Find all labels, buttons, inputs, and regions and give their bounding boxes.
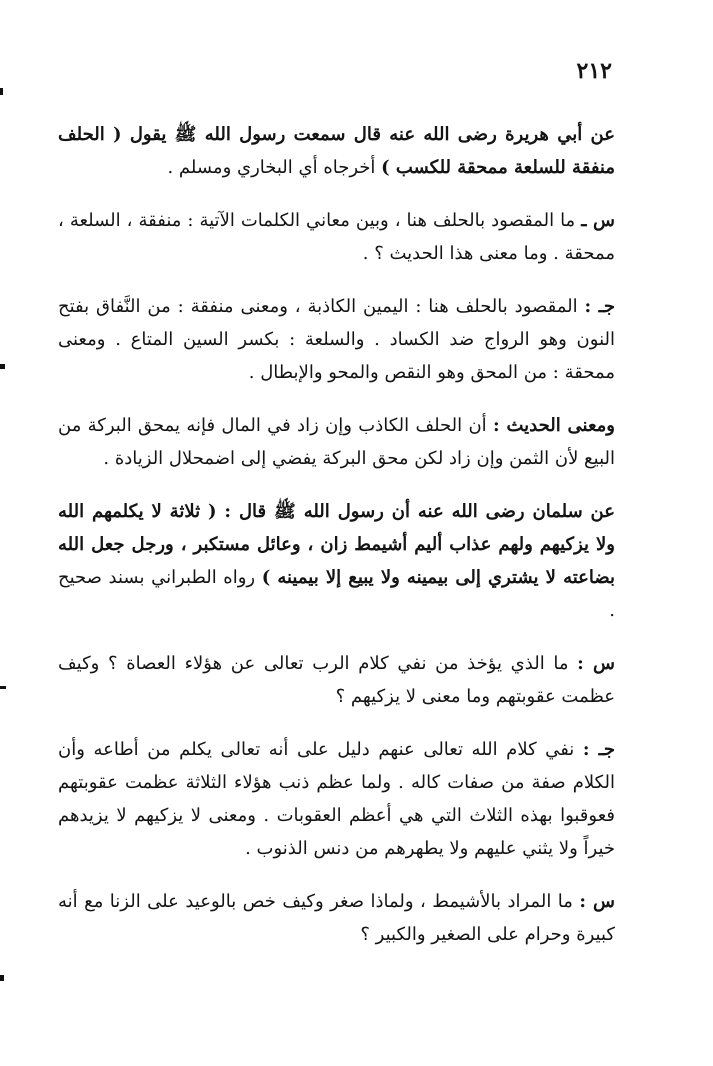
answer-marker: جـ : (582, 739, 615, 760)
scan-mark (0, 686, 6, 689)
paragraph-hadith-2 (58, 495, 615, 627)
body-text: المقصود بالحلف هنا : اليمين الكاذبة ، ومعنى منفقة : من النَّفاق بفتح النون وهو الرواج ضد الكساد . والسلعة : بكسر السين المتاع . ومعنى ممحقة : من المحق وهو النقص والمحو والإبطال . (58, 296, 615, 383)
body-text: ما المقصود بالحلف هنا ، وبين معاني الكلمات الآتية : منفقة ، السلعة ، ممحقة . وما معنى هذا الحديث ؟ . (58, 210, 615, 264)
paragraph-hadith-1 (58, 118, 615, 184)
paragraph-question-2 (58, 647, 615, 713)
body-text: ما المراد بالأشيمط ، ولماذا صغر وكيف خص بالوعيد على الزنا مع أنه كبيرة وحرام على الصغير والكبير ؟ (58, 891, 615, 945)
paragraph-question-3 (58, 885, 615, 951)
scan-mark (0, 364, 5, 369)
page-text (58, 118, 615, 951)
body-text: رواه الطبراني بسند صحيح . (58, 567, 615, 621)
scan-mark (0, 975, 4, 981)
question-marker: س : (577, 653, 615, 674)
question-marker: س : (579, 891, 615, 912)
bold-text: ومعنى الحديث : (492, 415, 615, 436)
scan-mark (0, 88, 3, 95)
bold-text: عن سلمان رضى الله عنه أن رسول الله ﷺ قال : ( ثلاثة لا يكلمهم الله ولا يزكيهم ولهم عذاب أليم أشيمط زان ، وعائل مستكبر ، ورجل جعل الله بضاعته لا يشتري إلى بيمينه ولا يبيع إلا بيمينه ) (58, 501, 616, 588)
paragraph-answer-1 (58, 290, 615, 389)
answer-marker: جـ : (584, 296, 615, 317)
body-text: أن الحلف الكاذب وإن زاد في المال فإنه يمحق البركة من البيع لأن الثمن وإن زاد لكن محق البركة يفضي إلى اضمحلال الزيادة . (58, 415, 615, 469)
bold-text: عن أبي هريرة رضى الله عنه قال سمعت رسول الله ﷺ يقول ( الحلف منفقة للسلعة ممحقة للكسب ) (58, 124, 615, 178)
paragraph-question-1 (58, 204, 615, 270)
paragraph-meaning-1 (58, 409, 615, 475)
body-text: ما الذي يؤخذ من نفي كلام الرب تعالى عن هؤلاء العصاة ؟ وكيف عظمت عقوبتهم وما معنى لا يزكيهم ؟ (58, 653, 615, 707)
body-text: أخرجاه أي البخاري ومسلم . (167, 157, 382, 178)
question-marker: س ـ (581, 210, 615, 231)
page-number: ٢١٢ (576, 58, 612, 84)
body-text: نفي كلام الله تعالى عنهم دليل على أنه تعالى يكلم من أطاعه وأن الكلام صفة من صفات كاله . ولما عظم ذنب هؤلاء الثلاثة عظمت عقوبتهم فعوقبوا بهذه الثلاث التي هي أعظم العقوبات . ومعنى لا يزكيهم لا يزيدهم خيراً ولا يثني عليهم ولا يطهرهم من دنس الذنوب . (58, 739, 615, 859)
paragraph-answer-2 (58, 733, 615, 865)
